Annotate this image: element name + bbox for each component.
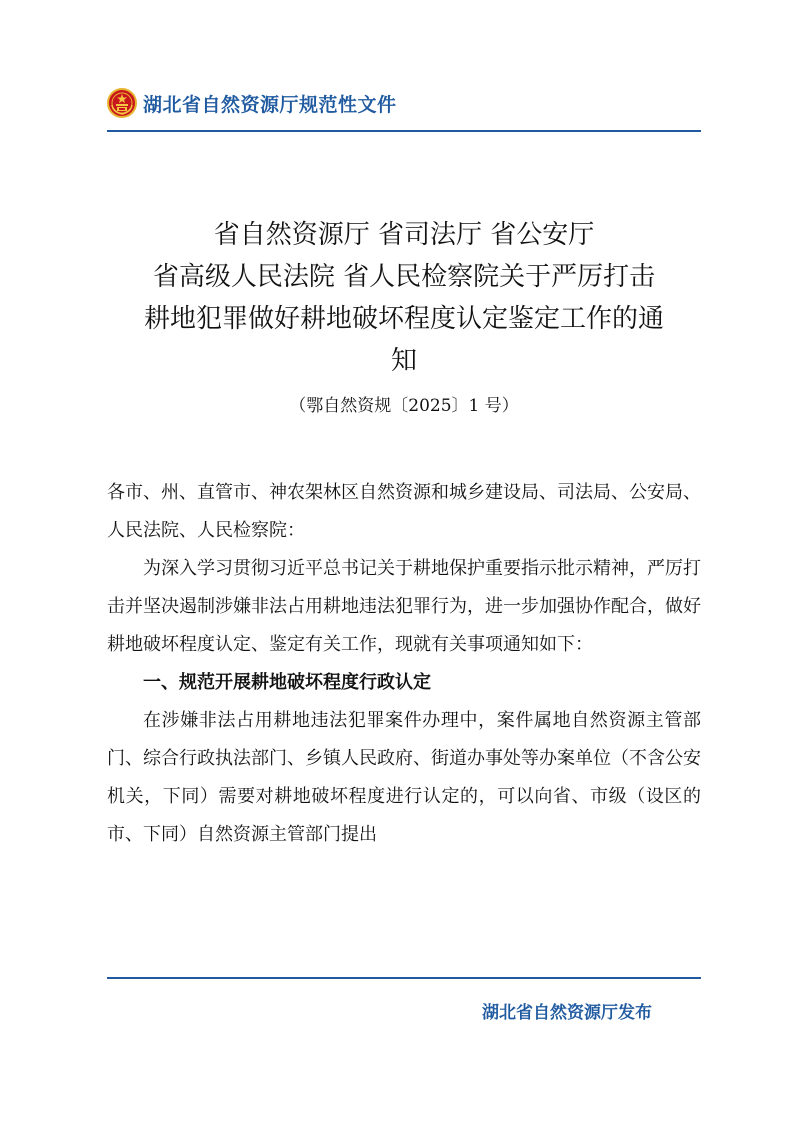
title-line: 耕地犯罪做好耕地破坏程度认定鉴定工作的通 — [143, 304, 664, 334]
header-title: 湖北省自然资源厅规范性文件 — [143, 93, 397, 116]
section-heading: 一、规范开展耕地破坏程度行政认定 — [143, 672, 431, 693]
footer-divider — [107, 977, 701, 979]
recipients-paragraph: 各市、州、直管市、神农架林区自然资源和城乡建设局、司法局、公安局、人民法院、人民检察院： — [107, 482, 701, 541]
header-divider — [107, 130, 701, 132]
document-header — [107, 86, 701, 120]
title-line: 省高级人民法院 省人民检察院关于严厉打击 — [152, 262, 656, 292]
document-body — [107, 474, 701, 854]
title-line: 省自然资源厅 省司法厅 省公安厅 — [213, 220, 595, 250]
footer-publisher: 湖北省自然资源厅发布 — [482, 1003, 652, 1023]
intro-paragraph: 为深入学习贯彻习近平总书记关于耕地保护重要指示批示精神，严厉打击并坚决遏制涉嫌非法占用耕地违法犯罪行为，进一步加强协作配合，做好耕地破坏程度认定、鉴定有关工作，现就有关事项通知如下： — [107, 558, 701, 655]
title-line: 知 — [390, 346, 417, 376]
document-number: （鄂自然资规〔2025〕1 号） — [289, 396, 519, 416]
document-title — [107, 214, 701, 382]
national-emblem-icon — [107, 88, 137, 118]
section-paragraph: 在涉嫌非法占用耕地违法犯罪案件办理中，案件属地自然资源主管部门、综合行政执法部门、乡镇人民政府、街道办事处等办案单位（不含公安机关，下同）需要对耕地破坏程度进行认定的，可以向省、市级（设区的市、下同）自然资源主管部门提出 — [107, 710, 701, 845]
